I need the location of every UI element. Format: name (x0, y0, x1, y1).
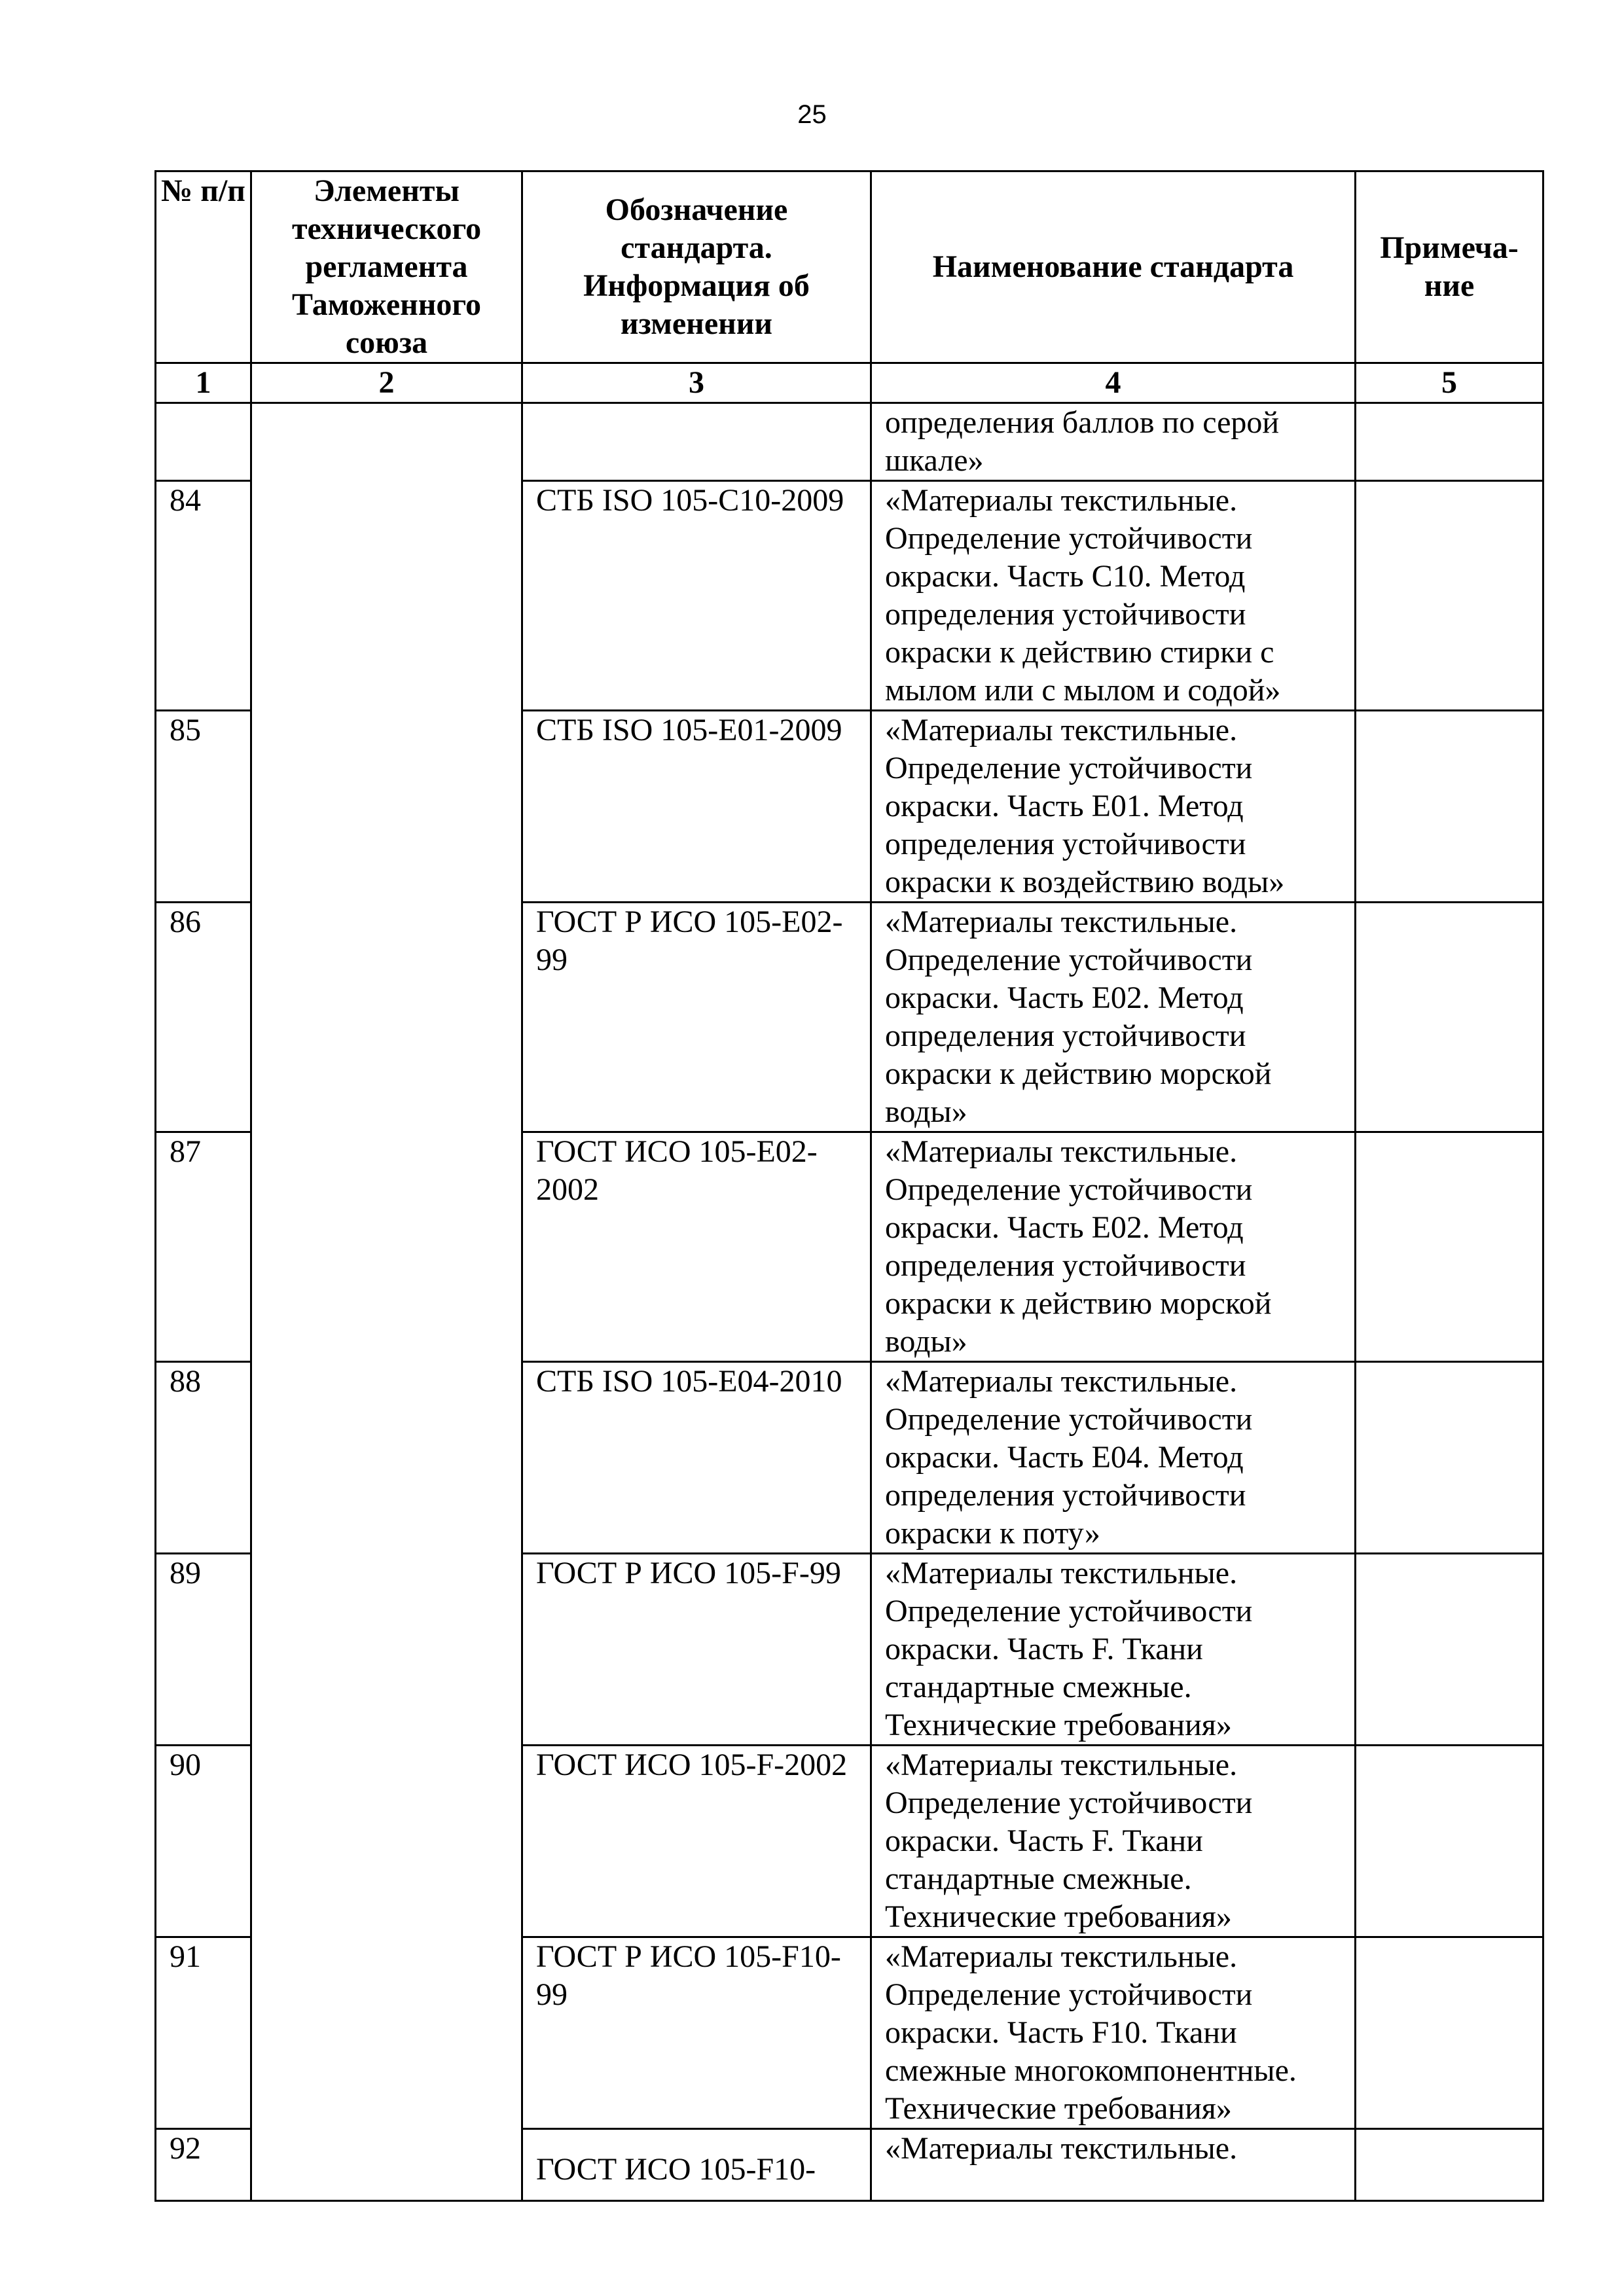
note-cell (1356, 1746, 1543, 1937)
standard-code-cell: ГОСТ Р ИСО 105-Е02-99 (522, 903, 871, 1132)
row-number-cell: 92 (156, 2129, 251, 2201)
standard-name-cell: «Материалы текстильные. Определение устойчивости окраски. Часть F. Ткани стандартные смежные. Технические требования» (871, 1746, 1356, 1937)
row-number-cell: 86 (156, 903, 251, 1132)
standard-code-cell (522, 403, 871, 481)
row-number-cell (156, 403, 251, 481)
note-cell (1356, 1554, 1543, 1746)
column-number: 2 (251, 363, 522, 403)
standard-code-cell: СТБ ISO 105-C10-2009 (522, 481, 871, 711)
row-number-cell: 85 (156, 711, 251, 903)
standard-name-cell: «Материалы текстильные. Определение устойчивости окраски. Часть F. Ткани стандартные смежные. Технические требования» (871, 1554, 1356, 1746)
column-number-row (156, 363, 1543, 403)
standard-name-cell: «Материалы текстильные. Определение устойчивости окраски. Часть Е02. Метод определения устойчивости окраски к действию морской воды» (871, 1132, 1356, 1362)
standard-code-cell: СТБ ISO 105-E04-2010 (522, 1362, 871, 1554)
standard-name-cell: «Материалы текстильные. Определение устойчивости окраски. Часть Е01. Метод определения устойчивости окраски к воздействию воды» (871, 711, 1356, 903)
column-number: 5 (1356, 363, 1543, 403)
standards-table (154, 170, 1544, 2202)
note-cell (1356, 711, 1543, 903)
table-row-continuation (156, 403, 1543, 481)
row-number-cell: 88 (156, 1362, 251, 1554)
header-name: Наименование стандарта (871, 171, 1356, 363)
row-number-cell: 89 (156, 1554, 251, 1746)
standard-name-cell: «Материалы текстильные. Определение устойчивости окраски. Часть Е02. Метод определения устойчивости окраски к действию морской воды» (871, 903, 1356, 1132)
standard-code-cell: ГОСТ Р ИСО 105-F10-99 (522, 1937, 871, 2129)
standard-code-cell: ГОСТ ИСО 105-F10- (522, 2129, 871, 2201)
header-row (156, 171, 1543, 363)
note-cell (1356, 403, 1543, 481)
standard-name-cell: «Материалы текстильные. Определение устойчивости окраски. Часть Е04. Метод определения устойчивости окраски к поту» (871, 1362, 1356, 1554)
note-cell (1356, 903, 1543, 1132)
standard-code-cell: ГОСТ ИСО 105-Е02-2002 (522, 1132, 871, 1362)
header-note: Примеча-ние (1356, 171, 1543, 363)
standard-name-cell: «Материалы текстильные. Определение устойчивости окраски. Часть F10. Ткани смежные многокомпонентные. Технические требования» (871, 1937, 1356, 2129)
note-cell (1356, 1937, 1543, 2129)
row-number-cell: 90 (156, 1746, 251, 1937)
header-designation: Обозначение стандарта. Информация об изменении (522, 171, 871, 363)
standard-name-cell: «Материалы текстильные. Определение устойчивости окраски. Часть С10. Метод определения устойчивости окраски к действию стирки с мылом или с мылом и содой» (871, 481, 1356, 711)
column-number: 4 (871, 363, 1356, 403)
header-number: № п/п (156, 171, 251, 363)
row-number-cell: 91 (156, 1937, 251, 2129)
note-cell (1356, 1362, 1543, 1554)
page-number: 25 (797, 100, 827, 129)
standard-name-cell: «Материалы текстильные. (871, 2129, 1356, 2201)
note-cell (1356, 481, 1543, 711)
note-cell (1356, 1132, 1543, 1362)
standard-name-cell: определения баллов по серой шкале» (871, 403, 1356, 481)
standard-code-cell: ГОСТ Р ИСО 105-F-99 (522, 1554, 871, 1746)
column-number: 1 (156, 363, 251, 403)
regulation-elements-cell (251, 403, 522, 2201)
column-number: 3 (522, 363, 871, 403)
note-cell (1356, 2129, 1543, 2201)
row-number-cell: 84 (156, 481, 251, 711)
standard-code-cell: ГОСТ ИСО 105-F-2002 (522, 1746, 871, 1937)
row-number-cell: 87 (156, 1132, 251, 1362)
standard-code-cell: СТБ ISO 105-E01-2009 (522, 711, 871, 903)
header-elements: Элементы технического регламента Таможенного союза (251, 171, 522, 363)
